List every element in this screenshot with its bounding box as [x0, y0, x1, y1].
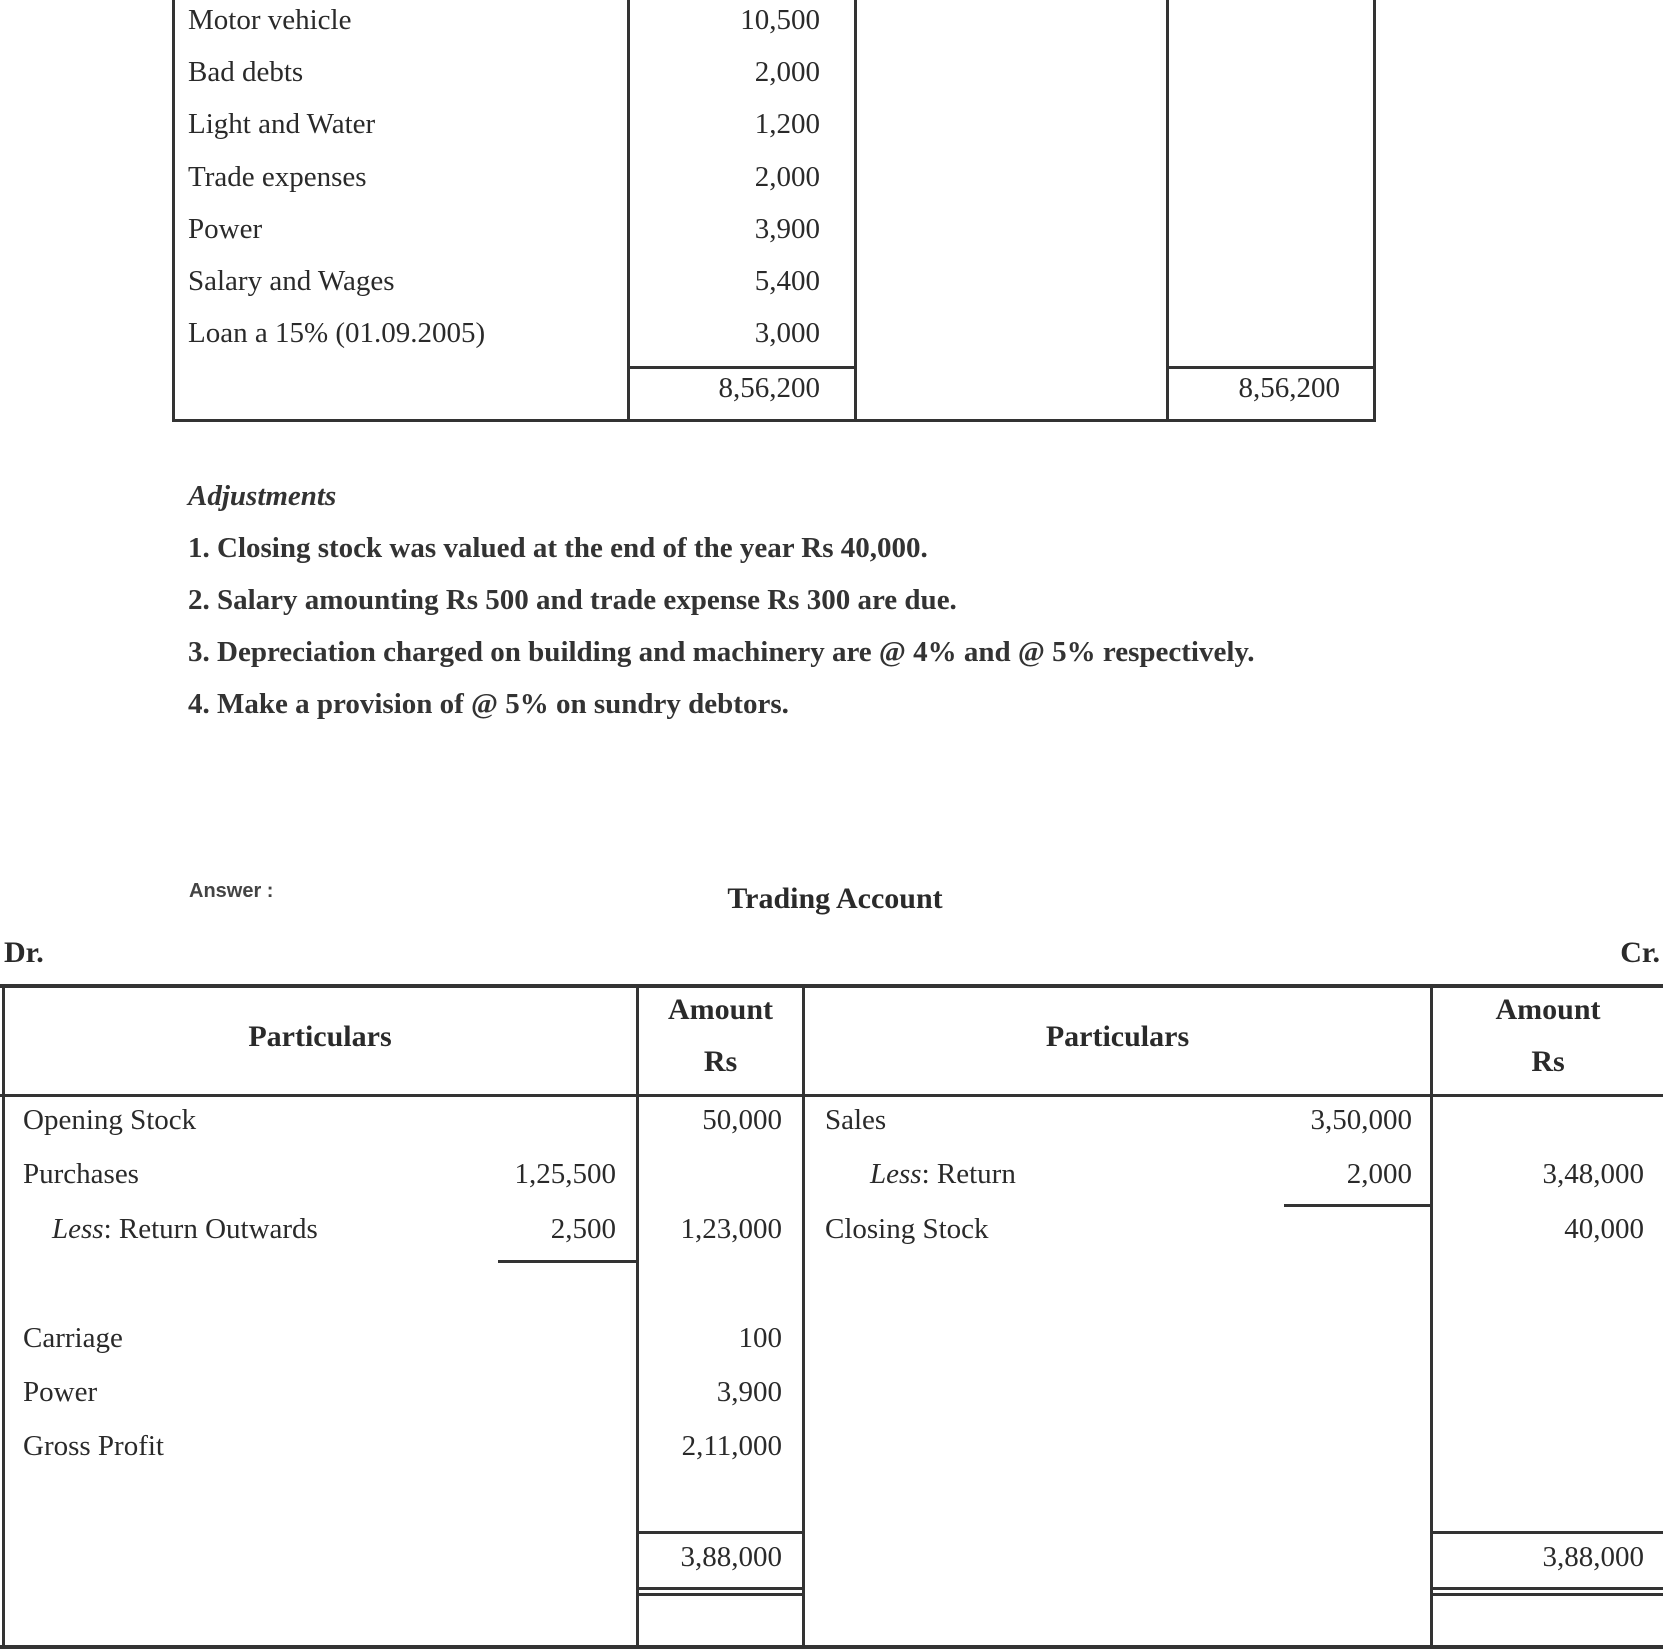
- cr-total-double-rule: [1430, 1587, 1663, 1590]
- tb-col-divider: [854, 0, 857, 422]
- cr-row-subamount: 3,50,000: [1310, 1104, 1412, 1136]
- less-label: Less: [870, 1158, 922, 1190]
- cr-row-label: Less: Return: [870, 1158, 1016, 1190]
- dr-total-top-rule: [636, 1531, 805, 1534]
- tb-row-label: Bad debts: [188, 56, 304, 88]
- trading-account-title: Trading Account: [727, 882, 943, 915]
- dr-row-subamount: 1,25,500: [514, 1158, 616, 1190]
- cr-row-label: Sales: [825, 1104, 887, 1136]
- tb-bottom-border: [172, 419, 1376, 422]
- adjustment-item: 2. Salary amounting Rs 500 and trade expense Rs 300 are due.: [188, 584, 957, 616]
- tb-row-amount: 5,400: [754, 265, 820, 297]
- cr-total-double-rule: [1430, 1593, 1663, 1596]
- dr-amount-header: Amount: [667, 993, 773, 1026]
- dr-row-label: Gross Profit: [23, 1430, 164, 1462]
- tb-left-border: [172, 0, 175, 422]
- tb-row-label: Light and Water: [188, 108, 376, 140]
- cr-amount-unit: Rs: [1531, 1045, 1565, 1078]
- dr-label: Dr.: [4, 936, 44, 969]
- ta-bottom-border: [0, 1645, 1663, 1649]
- cr-subtotal-rule: [1284, 1204, 1432, 1207]
- cr-total-top-rule: [1430, 1531, 1663, 1534]
- ta-header-rule: [0, 1094, 1663, 1097]
- ta-col-divider: [636, 984, 639, 1649]
- cr-amount-header: Amount: [1495, 993, 1601, 1026]
- cr-row-amount: 40,000: [1564, 1213, 1644, 1245]
- dr-row-label: Power: [23, 1376, 98, 1408]
- dr-amount-unit: Rs: [703, 1045, 738, 1078]
- dr-row-amount: 3,900: [716, 1376, 782, 1408]
- ta-col-divider: [802, 984, 805, 1649]
- ta-left-border: [2, 984, 5, 1649]
- adjustment-item: 4. Make a provision of @ 5% on sundry debtors.: [188, 688, 789, 720]
- cr-row-subamount: 2,000: [1346, 1158, 1412, 1190]
- tb-total-credit: 8,56,200: [1238, 372, 1340, 404]
- tb-row-label: Power: [188, 213, 263, 245]
- dr-row-amount: 100: [738, 1322, 782, 1354]
- tb-row-amount: 10,500: [740, 4, 820, 36]
- dr-particulars-header: Particulars: [248, 1020, 392, 1053]
- tb-row-amount: 3,900: [754, 213, 820, 245]
- tb-col-divider: [627, 0, 630, 422]
- dr-row-amount: 2,11,000: [681, 1430, 782, 1462]
- less-label: Less: [52, 1213, 104, 1245]
- dr-total-double-rule: [636, 1593, 805, 1596]
- dr-row-label: Opening Stock: [23, 1104, 197, 1136]
- dr-row-label: Purchases: [23, 1158, 139, 1190]
- dr-total-double-rule: [636, 1587, 805, 1590]
- answer-label: Answer :: [189, 880, 274, 902]
- tb-total-rule: [1166, 366, 1376, 369]
- tb-row-amount: 3,000: [754, 317, 820, 349]
- tb-row-label: Trade expenses: [188, 161, 367, 193]
- tb-row-amount: 1,200: [754, 108, 820, 140]
- tb-row-amount: 2,000: [754, 56, 820, 88]
- tb-total-debit: 8,56,200: [718, 372, 820, 404]
- cr-label: Cr.: [1620, 936, 1660, 969]
- dr-row-subamount: 2,500: [550, 1213, 616, 1245]
- adjustment-item: 1. Closing stock was valued at the end of the year Rs 40,000.: [188, 532, 928, 564]
- dr-row-amount: 50,000: [702, 1104, 782, 1136]
- tb-right-border: [1373, 0, 1376, 422]
- tb-row-label: Salary and Wages: [188, 265, 395, 297]
- cr-total: 3,88,000: [1542, 1541, 1644, 1573]
- tb-col-divider: [1166, 0, 1169, 422]
- tb-row-label: Loan a 15% (01.09.2005): [188, 317, 486, 349]
- cr-row-amount: 3,48,000: [1542, 1158, 1644, 1190]
- cr-row-label: Closing Stock: [825, 1213, 989, 1245]
- adjustments-heading: Adjustments: [188, 480, 337, 512]
- dr-row-label: Less: Return Outwards: [52, 1213, 318, 1245]
- tb-total-rule: [627, 366, 857, 369]
- tb-row-amount: 2,000: [754, 161, 820, 193]
- dr-total: 3,88,000: [680, 1541, 782, 1573]
- tb-row-label: Motor vehicle: [188, 4, 352, 36]
- cr-particulars-header: Particulars: [1045, 1020, 1190, 1053]
- adjustment-item: 3. Depreciation charged on building and machinery are @ 4% and @ 5% respectively.: [188, 636, 1255, 668]
- dr-subtotal-rule: [498, 1260, 638, 1263]
- dr-row-label: Carriage: [23, 1322, 123, 1354]
- dr-row-amount: 1,23,000: [680, 1213, 782, 1245]
- ta-top-border: [0, 984, 1663, 988]
